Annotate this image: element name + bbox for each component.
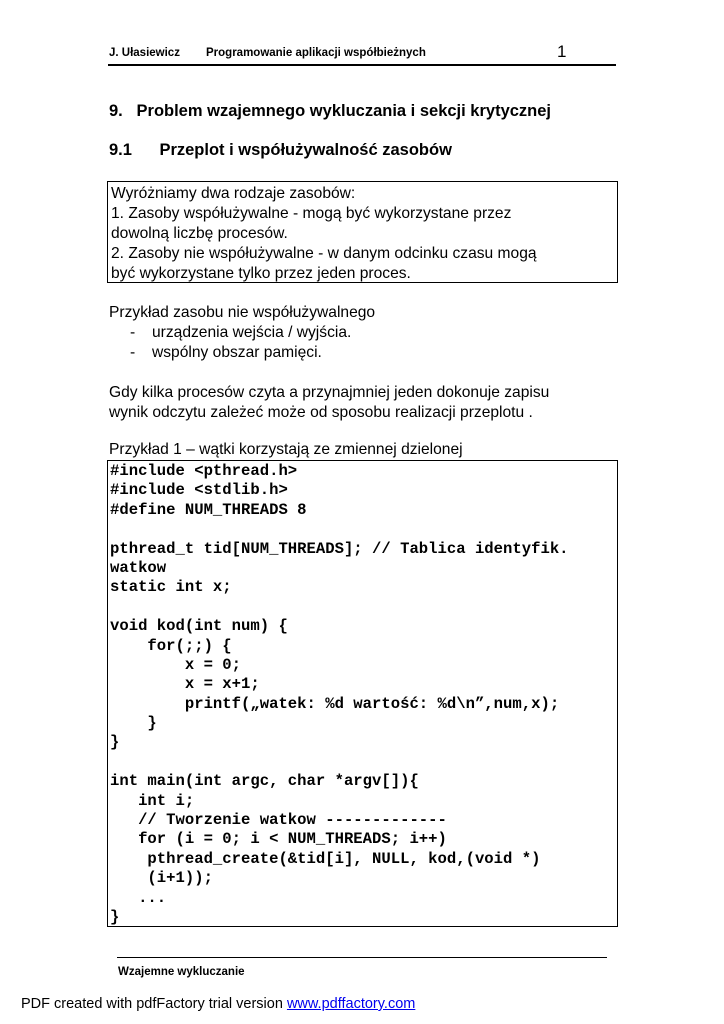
code-line: static int x; <box>110 578 232 597</box>
code-line: x = x+1; <box>110 675 260 694</box>
code-line: } <box>110 714 157 733</box>
code-line: printf(„watek: %d wartość: %d\n”,num,x); <box>110 694 560 713</box>
subsection-heading: 9.1 Przeplot i współużywalność zasobów <box>109 141 452 159</box>
header-rule <box>108 64 616 66</box>
code-line: x = 0; <box>110 655 242 674</box>
header-title: Programowanie aplikacji współbieżnych <box>206 47 426 59</box>
code-line: for (i = 0; i < NUM_THREADS; i++) <box>110 830 447 849</box>
code-line: watkow <box>110 558 167 577</box>
code-line: int main(int argc, char *argv[]){ <box>110 772 419 791</box>
code-listing <box>107 460 618 927</box>
box-line: być wykorzystane tylko przez jeden proces. <box>111 265 411 282</box>
code-line: pthread_create(&tid[i], NULL, kod,(void *) <box>110 849 541 868</box>
box-line: 2. Zasoby nie współużywalne - w danym odcinku czasu mogą <box>111 245 537 262</box>
list-item-text: wspólny obszar pamięci. <box>152 344 322 361</box>
code-line: #define NUM_THREADS 8 <box>110 500 307 519</box>
paragraph-line: Gdy kilka procesów czyta a przynajmniej jeden dokonuje zapisu <box>109 384 550 401</box>
code-line: // Tworzenie watkow ------------- <box>110 811 447 830</box>
code-line <box>110 598 617 617</box>
header-author: J. Ułasiewicz <box>109 47 180 59</box>
box-line: Wyróżniamy dwa rodzaje zasobów: <box>111 185 356 202</box>
example-caption: Przykład 1 – wątki korzystają ze zmiennej dzielonej <box>109 441 463 458</box>
definition-box <box>107 181 618 283</box>
code-line: pthread_t tid[NUM_THREADS]; // Tablica identyfik. <box>110 539 569 558</box>
code-line: int i; <box>110 791 195 810</box>
code-line: for(;;) { <box>110 636 232 655</box>
code-line: void kod(int num) { <box>110 617 288 636</box>
list-item-text: urządzenia wejścia / wyjścia. <box>152 324 352 341</box>
footer-text: Wzajemne wykluczanie <box>118 966 245 978</box>
code-line <box>110 753 617 772</box>
list-item <box>130 343 135 363</box>
page-number: 1 <box>557 42 567 61</box>
code-line: #include <pthread.h> <box>110 462 298 480</box>
code-line: (i+1)); <box>110 869 213 888</box>
list-dash: - <box>130 344 136 361</box>
code-line: #include <stdlib.h> <box>110 481 288 500</box>
pdffactory-link[interactable]: www.pdffactory.com <box>286 996 416 1012</box>
code-line <box>110 520 617 539</box>
paragraph <box>109 383 616 423</box>
code-line: ... <box>110 888 167 907</box>
pdf-notice <box>21 996 415 1012</box>
footer-rule <box>117 957 607 958</box>
code-line: } <box>110 733 120 752</box>
pdf-notice-text: PDF created with pdfFactory trial version <box>21 996 287 1012</box>
paragraph-line: wynik odczytu zależeć może od sposobu realizacji przeplotu . <box>109 404 533 421</box>
list-dash: - <box>130 324 136 341</box>
example-intro: Przykład zasobu nie współużywalnego <box>109 304 376 321</box>
box-line: dowolną liczbę procesów. <box>111 225 288 242</box>
code-line: } <box>110 907 120 926</box>
list-item <box>130 323 135 343</box>
section-heading: 9. Problem wzajemnego wykluczania i sekcji krytycznej <box>109 102 552 120</box>
box-line: 1. Zasoby współużywalne - mogą być wykorzystane przez <box>111 205 512 222</box>
